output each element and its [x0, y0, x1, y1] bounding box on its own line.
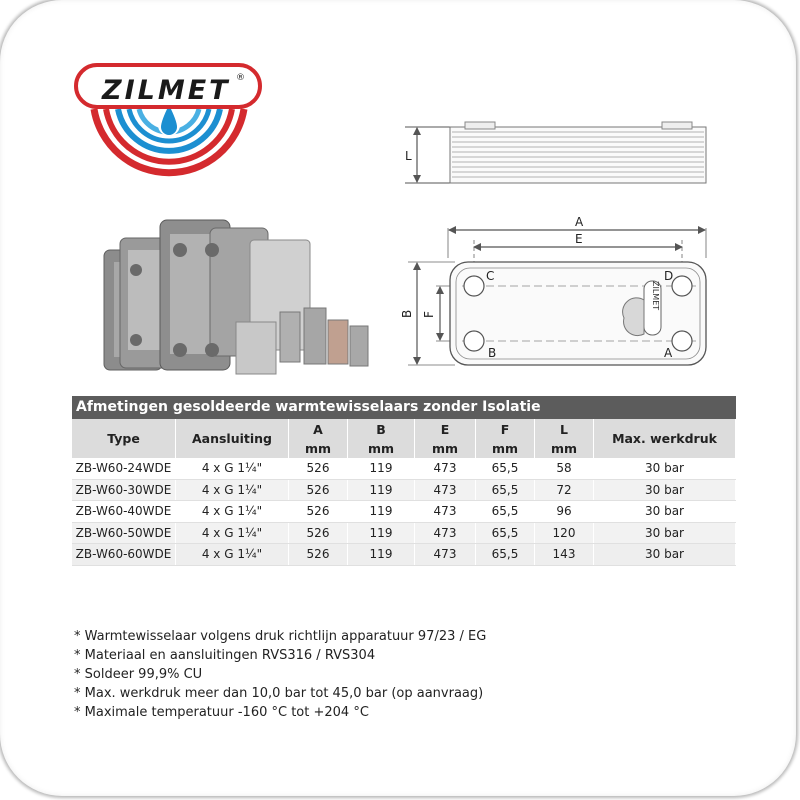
cell-B: 119 [348, 458, 415, 479]
registered-mark: ® [236, 73, 245, 83]
col-E-unit: mm [415, 439, 476, 458]
table-row [72, 501, 736, 523]
port-label-C: C [486, 269, 495, 283]
note-item: * Maximale temperatuur -160 °C tot +204 °C [74, 705, 369, 720]
col-F: F [476, 419, 535, 439]
col-connection: Aansluiting [176, 419, 289, 458]
cell-connection: 4 x G 1¼" [176, 544, 289, 566]
cell-A: 526 [289, 501, 348, 523]
table-row [72, 544, 736, 566]
cell-connection: 4 x G 1¼" [176, 522, 289, 544]
cell-E: 473 [415, 458, 476, 479]
note-item: * Materiaal en aansluitingen RVS316 / RVS304 [74, 648, 376, 663]
cell-B: 119 [348, 479, 415, 501]
port-label-D: D [664, 269, 674, 283]
cell-pressure: 30 bar [594, 479, 736, 501]
col-A-unit: mm [289, 439, 348, 458]
cell-F: 65,5 [476, 479, 535, 501]
dim-label-L: L [405, 149, 412, 163]
cell-L: 143 [535, 544, 594, 566]
cell-pressure: 30 bar [594, 501, 736, 523]
cell-type: ZB-W60-40WDE [72, 501, 176, 523]
cell-A: 526 [289, 544, 348, 566]
dim-label-A: A [575, 215, 584, 229]
col-L-unit: mm [535, 439, 594, 458]
note-item: * Warmtewisselaar volgens druk richtlijn apparatuur 97/23 / EG [74, 629, 487, 644]
table-row [72, 479, 736, 501]
cell-B: 119 [348, 522, 415, 544]
logo-wordmark: ZILMET [102, 75, 231, 106]
cell-connection: 4 x G 1¼" [176, 458, 289, 479]
table-row [72, 458, 736, 479]
cell-F: 65,5 [476, 501, 535, 523]
dim-label-E: E [575, 232, 583, 246]
cell-type: ZB-W60-60WDE [72, 544, 176, 566]
cell-A: 526 [289, 458, 348, 479]
cell-F: 65,5 [476, 458, 535, 479]
cell-E: 473 [415, 522, 476, 544]
col-pressure: Max. werkdruk [594, 419, 736, 458]
cell-F: 65,5 [476, 544, 535, 566]
table-row [72, 522, 736, 544]
cell-type: ZB-W60-30WDE [72, 479, 176, 501]
port-label-A: A [664, 346, 673, 360]
cell-L: 96 [535, 501, 594, 523]
cell-B: 119 [348, 501, 415, 523]
dimensions-table [72, 396, 736, 566]
table-title: Afmetingen gesoldeerde warmtewisselaars zonder Isolatie [72, 396, 736, 419]
plate-brand: ZILMET [651, 281, 660, 311]
cell-pressure: 30 bar [594, 458, 736, 479]
cell-type: ZB-W60-50WDE [72, 522, 176, 544]
col-B: B [348, 419, 415, 439]
spec-notes [74, 627, 486, 722]
col-F-unit: mm [476, 439, 535, 458]
cell-connection: 4 x G 1¼" [176, 479, 289, 501]
cell-L: 72 [535, 479, 594, 501]
col-L: L [535, 419, 594, 439]
cell-pressure: 30 bar [594, 544, 736, 566]
cell-F: 65,5 [476, 522, 535, 544]
cell-E: 473 [415, 544, 476, 566]
cell-pressure: 30 bar [594, 522, 736, 544]
col-E: E [415, 419, 476, 439]
cell-B: 119 [348, 544, 415, 566]
cell-A: 526 [289, 522, 348, 544]
cell-connection: 4 x G 1¼" [176, 501, 289, 523]
cell-E: 473 [415, 501, 476, 523]
cell-E: 473 [415, 479, 476, 501]
top-view [408, 226, 706, 365]
cell-type: ZB-W60-24WDE [72, 458, 176, 479]
col-B-unit: mm [348, 439, 415, 458]
cell-A: 526 [289, 479, 348, 501]
port-label-B: B [488, 346, 497, 360]
cell-L: 120 [535, 522, 594, 544]
note-item: * Soldeer 99,9% CU [74, 667, 203, 682]
side-view [405, 122, 706, 183]
dim-label-B: B [400, 309, 414, 318]
col-A: A [289, 419, 348, 439]
cell-L: 58 [535, 458, 594, 479]
dim-label-F: F [422, 311, 436, 318]
col-type: Type [72, 419, 176, 458]
note-item: * Max. werkdruk meer dan 10,0 bar tot 45,0 bar (op aanvraag) [74, 686, 484, 701]
